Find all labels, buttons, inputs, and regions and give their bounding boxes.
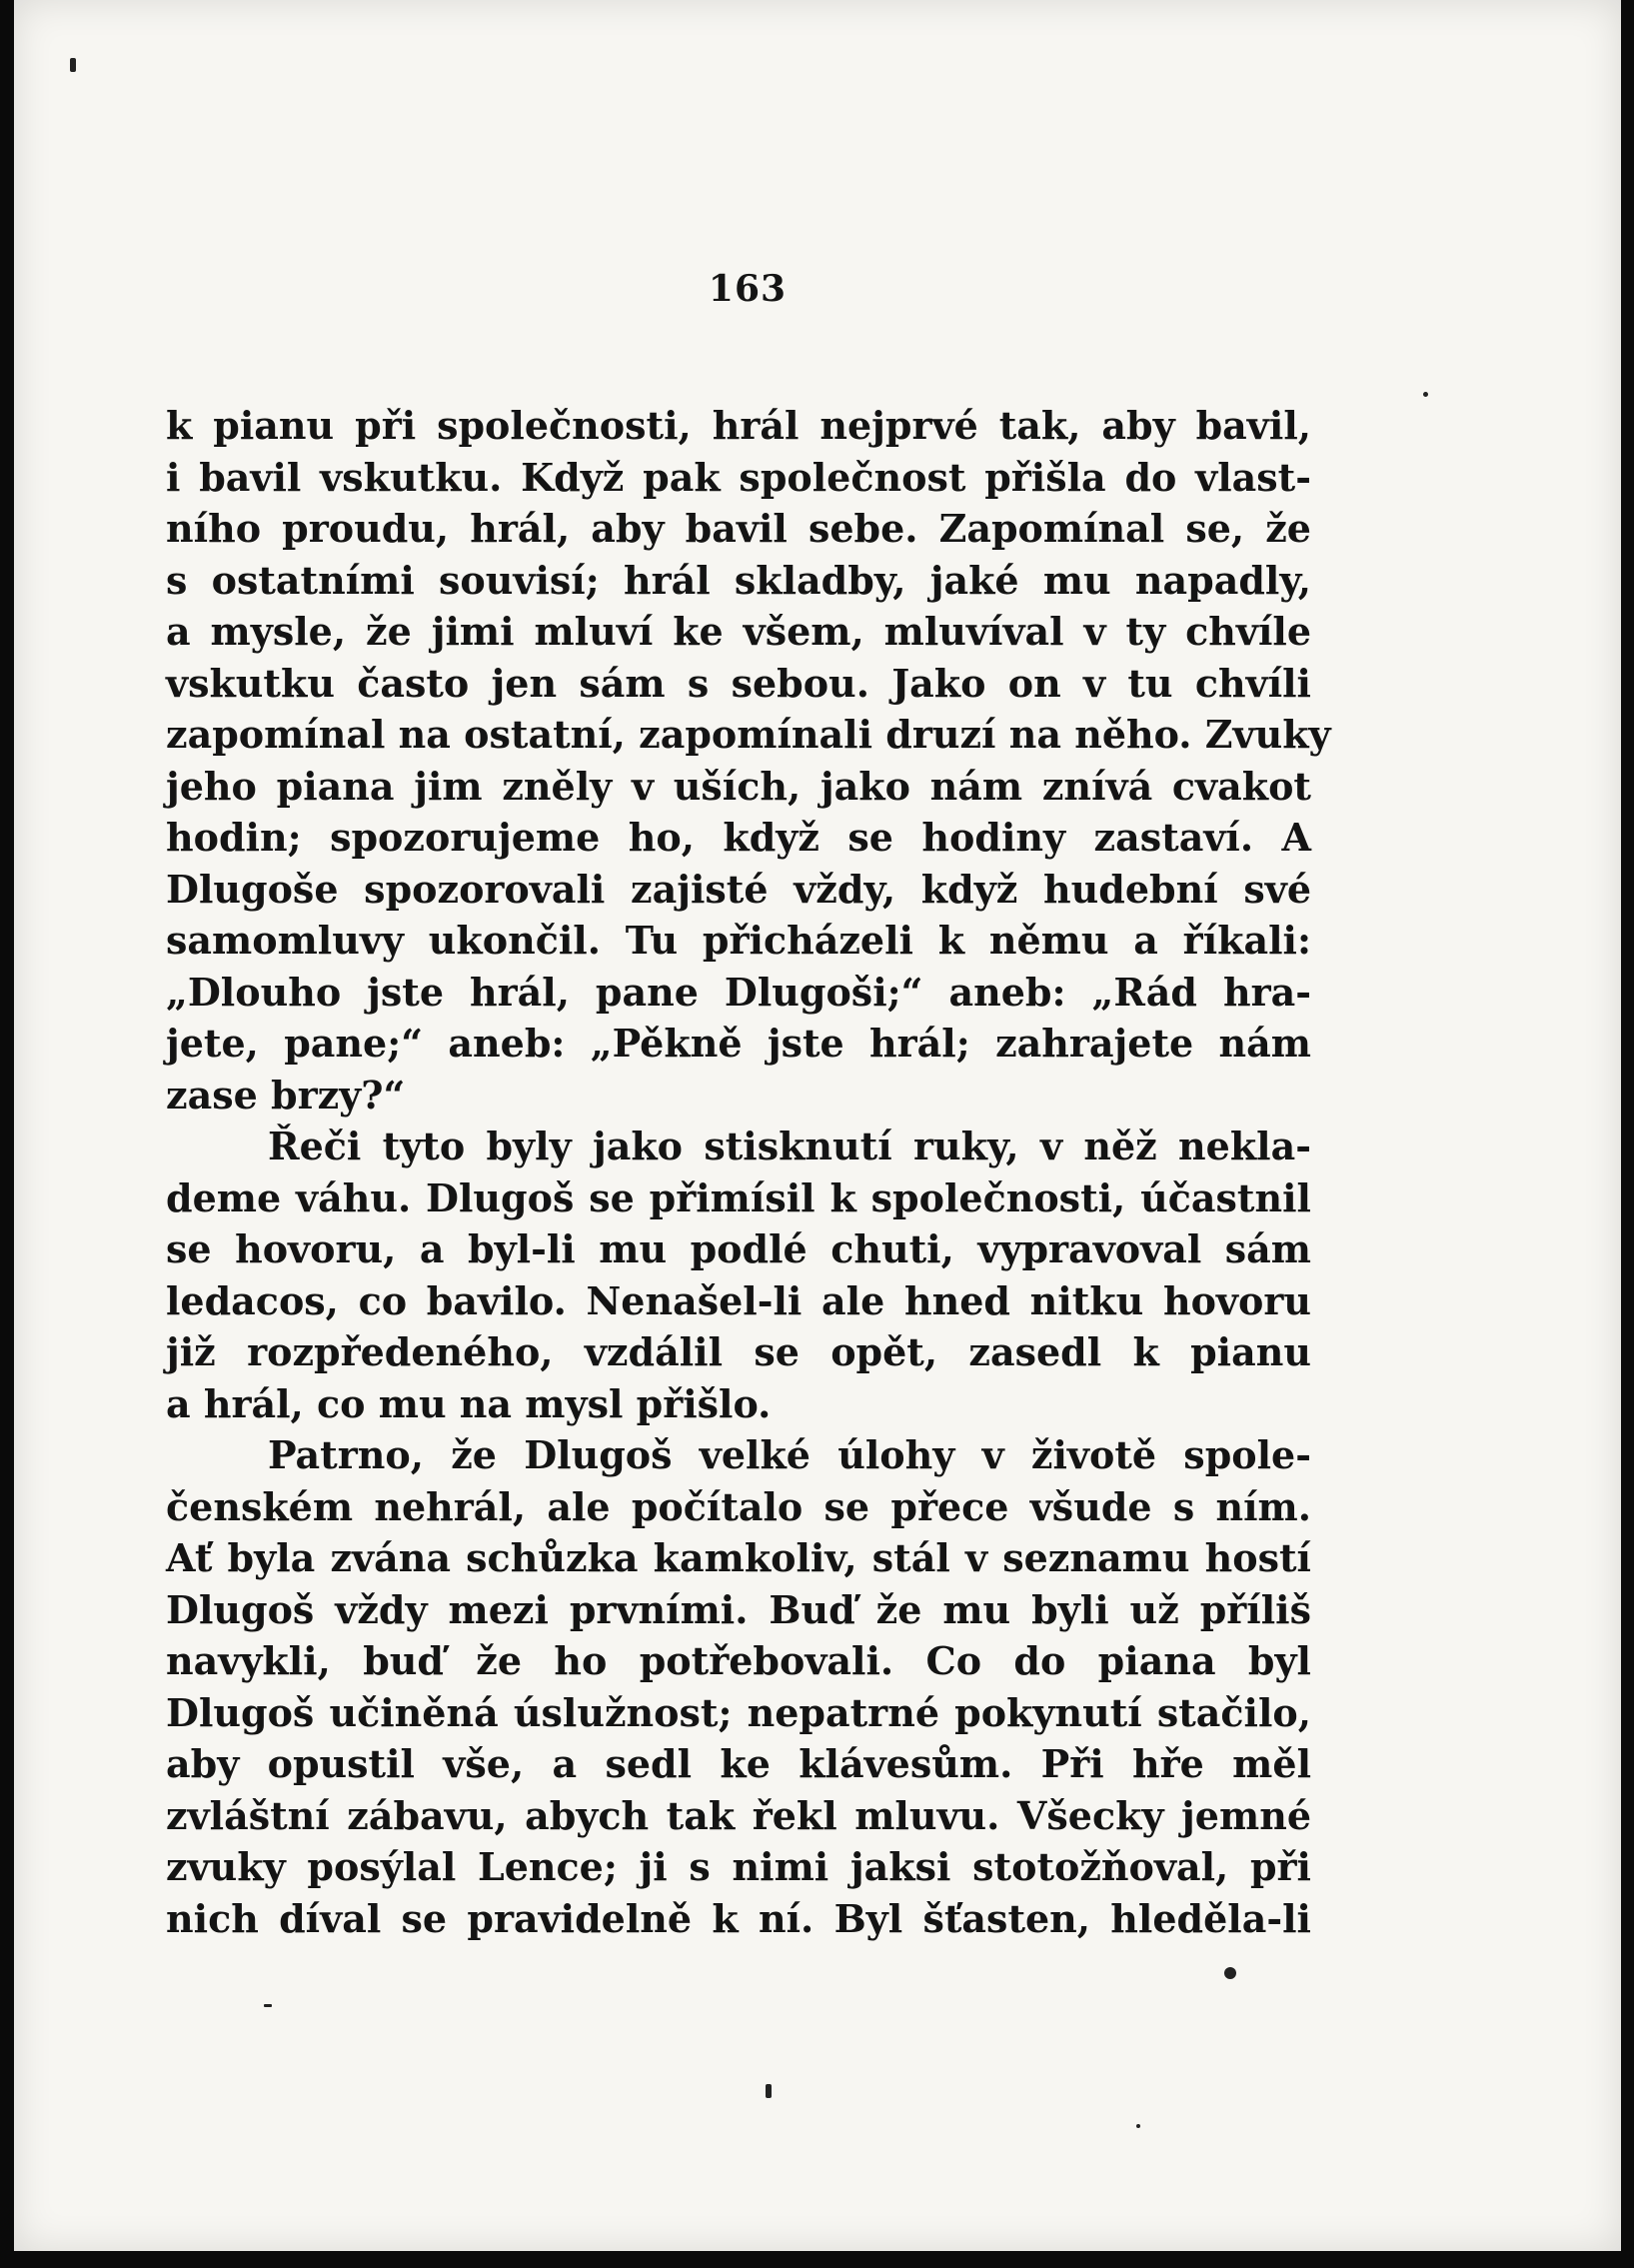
text-line: „Dlouho jste hrál, pane Dlugoši;“ aneb: „Rád hra- (166, 969, 1311, 1015)
text-line: zvláštní zábavu, abych tak řekl mluvu. Všecky jemné (166, 1792, 1311, 1838)
scan-speck (1224, 1967, 1236, 1979)
text-line: Dlugoš učiněná úslužnost; nepatrné pokynutí stačilo, (166, 1689, 1311, 1735)
text-line: čenském nehrál, ale počítalo se přece všude s ním. (166, 1483, 1311, 1529)
scan-speck (70, 58, 76, 72)
text-line: a hrál, co mu na mysl přišlo. (166, 1380, 772, 1426)
text-line: vskutku často jen sám s sebou. Jako on v tu chvíli (166, 660, 1311, 706)
text-line: Řeči tyto byly jako stisknutí ruky, v něž nekla- (268, 1124, 1311, 1168)
text-line: zvuky posýlal Lence; ji s nimi jaksi stotožňoval, při (166, 1844, 1311, 1889)
text-line: a mysle, že jimi mluví ke všem, mluvíval v ty chvíle (166, 609, 1311, 654)
text-line: ledacos, co bavilo. Nenašel-li ale hned nitku hovoru (166, 1277, 1311, 1323)
book-page (14, 0, 1621, 2251)
text-line: Dlugoš vždy mezi prvními. Buď že mu byli už příliš (166, 1586, 1311, 1632)
text-line: Dlugoše spozorovali zajisté vždy, když hudební své (166, 866, 1311, 912)
scan-speck (766, 2084, 772, 2098)
text-line: zase brzy?“ (166, 1072, 406, 1118)
text-line: jete, pane;“ aneb: „Pěkně jste hrál; zahrajete nám (166, 1021, 1311, 1066)
text-line: již rozpředeného, vzdálil se opět, zasedl k pianu (166, 1329, 1311, 1374)
body-text (166, 400, 1331, 1944)
text-line: ního proudu, hrál, aby bavil sebe. Zapomínal se, že (166, 506, 1311, 551)
text-line: zapomínal na ostatní, zapomínali druzí na něho. Zvuky (166, 712, 1331, 757)
text-line: Patrno, že Dlugoš velké úlohy v životě spole- (268, 1432, 1311, 1477)
text-line: se hovoru, a byl-li mu podlé chuti, vypravoval sám (166, 1226, 1311, 1271)
text-line: Ať byla zvána schůzka kamkoliv, stál v seznamu hostí (166, 1535, 1311, 1580)
text-line: nich díval se pravidelně k ní. Byl šťasten, hleděla-li (166, 1895, 1311, 1941)
scan-speck (1136, 2124, 1140, 2128)
text-line: k pianu při společnosti, hrál nejprvé tak, aby bavil, (166, 403, 1311, 448)
text-line: aby opustil vše, a sedl ke klávesům. Při hře měl (166, 1741, 1311, 1786)
text-line: s ostatními souvisí; hrál skladby, jaké mu napadly, (166, 557, 1311, 603)
scan-speck (264, 2004, 272, 2007)
text-line: samomluvy ukončil. Tu přicházeli k němu a říkali: (166, 918, 1311, 963)
text-line: navykli, buď že ho potřebovali. Co do piana byl (166, 1638, 1311, 1683)
text-line: hodin; spozorujeme ho, když se hodiny zastaví. A (166, 815, 1311, 860)
text-line: i bavil vskutku. Když pak společnost přišla do vlast- (166, 454, 1311, 500)
text-line: jeho piana jim zněly v uších, jako nám znívá cvakot (166, 763, 1311, 809)
page-number: 163 (708, 268, 788, 310)
text-line: deme váhu. Dlugoš se přimísil k společnosti, účastnil (166, 1174, 1311, 1220)
scan-speck (1423, 392, 1428, 397)
